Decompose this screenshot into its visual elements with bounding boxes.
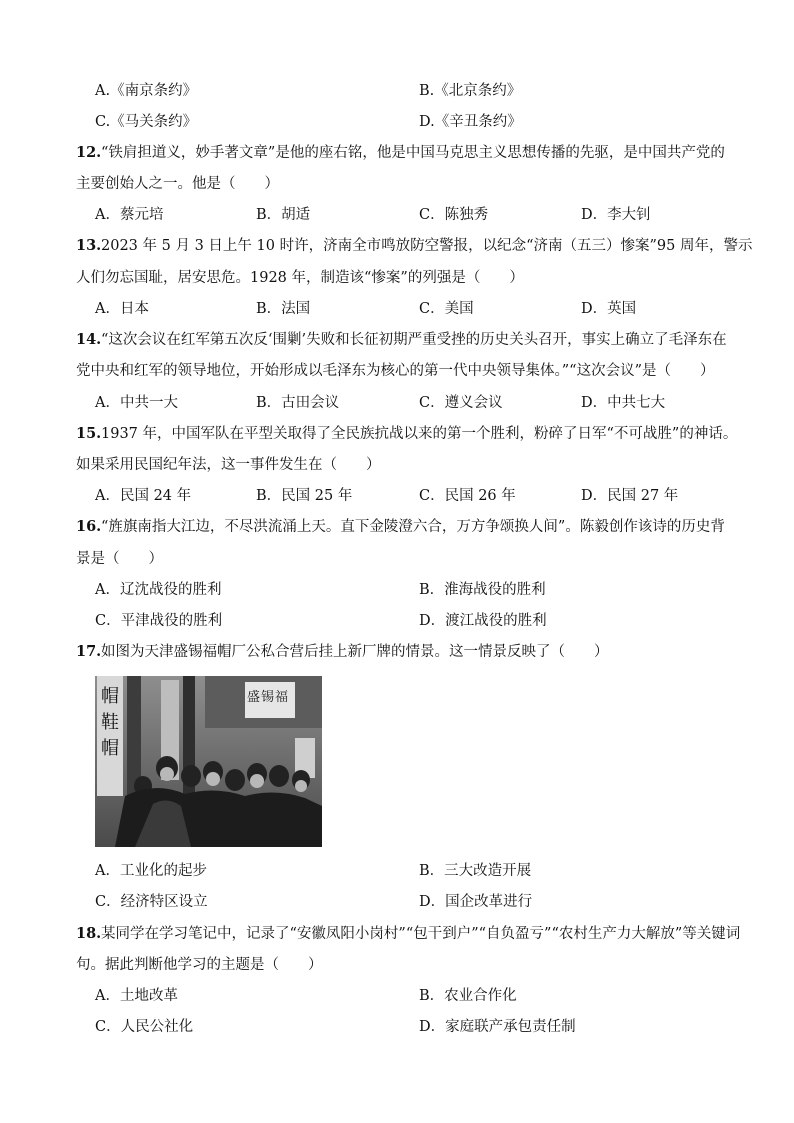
q14-option-d[interactable]: D．中共七大 — [581, 395, 666, 411]
q13-option-a[interactable]: A．日本 — [95, 301, 149, 317]
q17-option-b[interactable]: B．三大改造开展 — [419, 863, 532, 879]
q14-stem-line2: 党中央和红军的领导地位，开始形成以毛泽东为核心的第一代中央领导集体。”“这次会议”是（ ） — [76, 363, 715, 379]
q16-option-a[interactable]: A．辽沈战役的胜利 — [95, 582, 222, 598]
q16-stem-line1: “旌旗南指大江边，不尽洪流涌上天。直下金陵澄六合，万方争颂换人间”。陈毅创作该诗的历史背 — [101, 519, 725, 535]
q17-option-c[interactable]: C．经济特区设立 — [95, 894, 208, 910]
q18-stem-line1: 某同学在学习笔记中，记录了“安徽凤阳小岗村”“包干到户”“自负盈亏”“农村生产力大解放”等关键词 — [101, 926, 741, 942]
q14-option-b[interactable]: B．古田会议 — [256, 395, 340, 411]
q17-option-d[interactable]: D．国企改革进行 — [419, 894, 533, 910]
q12-option-c[interactable]: C．陈独秀 — [419, 207, 489, 223]
q12-option-b[interactable]: B．胡适 — [256, 207, 311, 223]
q18-stem-line2: 句。据此判断他学习的主题是（ ） — [76, 957, 323, 973]
q11-option-c[interactable]: C.《马关条约》 — [95, 114, 198, 130]
q16-stem-line2: 景是（ ） — [76, 551, 163, 567]
q15-option-c[interactable]: C．民国 26 年 — [419, 488, 516, 504]
q12-number: 12. — [76, 144, 102, 161]
q15-option-a[interactable]: A．民国 24 年 — [95, 488, 192, 504]
q11-option-b[interactable]: B.《北京条约》 — [419, 83, 522, 99]
q13-stem-line1: 2023 年 5 月 3 日上午 10 时许，济南全市鸣放防空警报，以纪念“济南（五三）惨案”95 周年，警示 — [101, 238, 753, 254]
q14-option-a[interactable]: A．中共一大 — [95, 395, 178, 411]
q11-option-a[interactable]: A.《南京条约》 — [95, 83, 198, 99]
q16-option-b[interactable]: B．淮海战役的胜利 — [419, 582, 546, 598]
q18-option-d[interactable]: D．家庭联产承包责任制 — [419, 1019, 576, 1035]
q12-stem-line2: 主要创始人之一。他是（ ） — [76, 176, 279, 192]
q15-option-b[interactable]: B．民国 25 年 — [256, 488, 353, 504]
q17-stem-line1: 如图为天津盛锡福帽厂公私合营后挂上新厂牌的情景。这一情景反映了（ ） — [101, 644, 609, 660]
q14-number: 14. — [76, 331, 102, 348]
q13-number: 13. — [76, 237, 102, 254]
q12-option-a[interactable]: A．蔡元培 — [95, 207, 164, 223]
q17-number: 17. — [76, 643, 102, 660]
q13-stem-line2: 人们勿忘国耻，居安思危。1928 年，制造该“惨案”的列强是（ ） — [76, 270, 524, 286]
left-sign-text: 帽鞋帽 — [101, 686, 119, 759]
q15-stem-line2: 如果采用民国纪年法，这一事件发生在（ ） — [76, 457, 381, 473]
q12-option-d[interactable]: D．李大钊 — [581, 207, 651, 223]
q16-option-d[interactable]: D．渡江战役的胜利 — [419, 613, 547, 629]
q15-number: 15. — [76, 425, 102, 442]
q13-option-b[interactable]: B．法国 — [256, 301, 311, 317]
q14-stem-line1: “这次会议在红军第五次反‘围剿’失败和长征初期严重受挫的历史关头召开，事实上确立了毛泽东在 — [101, 332, 727, 348]
q15-option-d[interactable]: D．民国 27 年 — [581, 488, 679, 504]
q17-option-a[interactable]: A．工业化的起步 — [95, 863, 207, 879]
q16-option-c[interactable]: C．平津战役的胜利 — [95, 613, 223, 629]
q13-option-d[interactable]: D．英国 — [581, 301, 637, 317]
q14-option-c[interactable]: C．遵义会议 — [419, 395, 503, 411]
factory-sign-photo — [95, 676, 322, 847]
q15-stem-line1: 1937 年，中国军队在平型关取得了全民族抗战以来的第一个胜利，粉碎了日军“不可战胜”的神话。 — [101, 426, 738, 442]
q18-number: 18. — [76, 925, 102, 942]
q18-option-b[interactable]: B．农业合作化 — [419, 988, 517, 1004]
q13-option-c[interactable]: C．美国 — [419, 301, 474, 317]
q18-option-c[interactable]: C．人民公社化 — [95, 1019, 194, 1035]
right-sign-text: 盛锡福 — [247, 690, 290, 705]
q16-number: 16. — [76, 518, 102, 535]
q18-option-a[interactable]: A．土地改革 — [95, 988, 178, 1004]
q11-option-d[interactable]: D.《辛丑条约》 — [419, 114, 522, 130]
q12-stem-line1: “铁肩担道义，妙手著文章”是他的座右铭，他是中国马克思主义思想传播的先驱，是中国共产党的 — [101, 145, 725, 161]
